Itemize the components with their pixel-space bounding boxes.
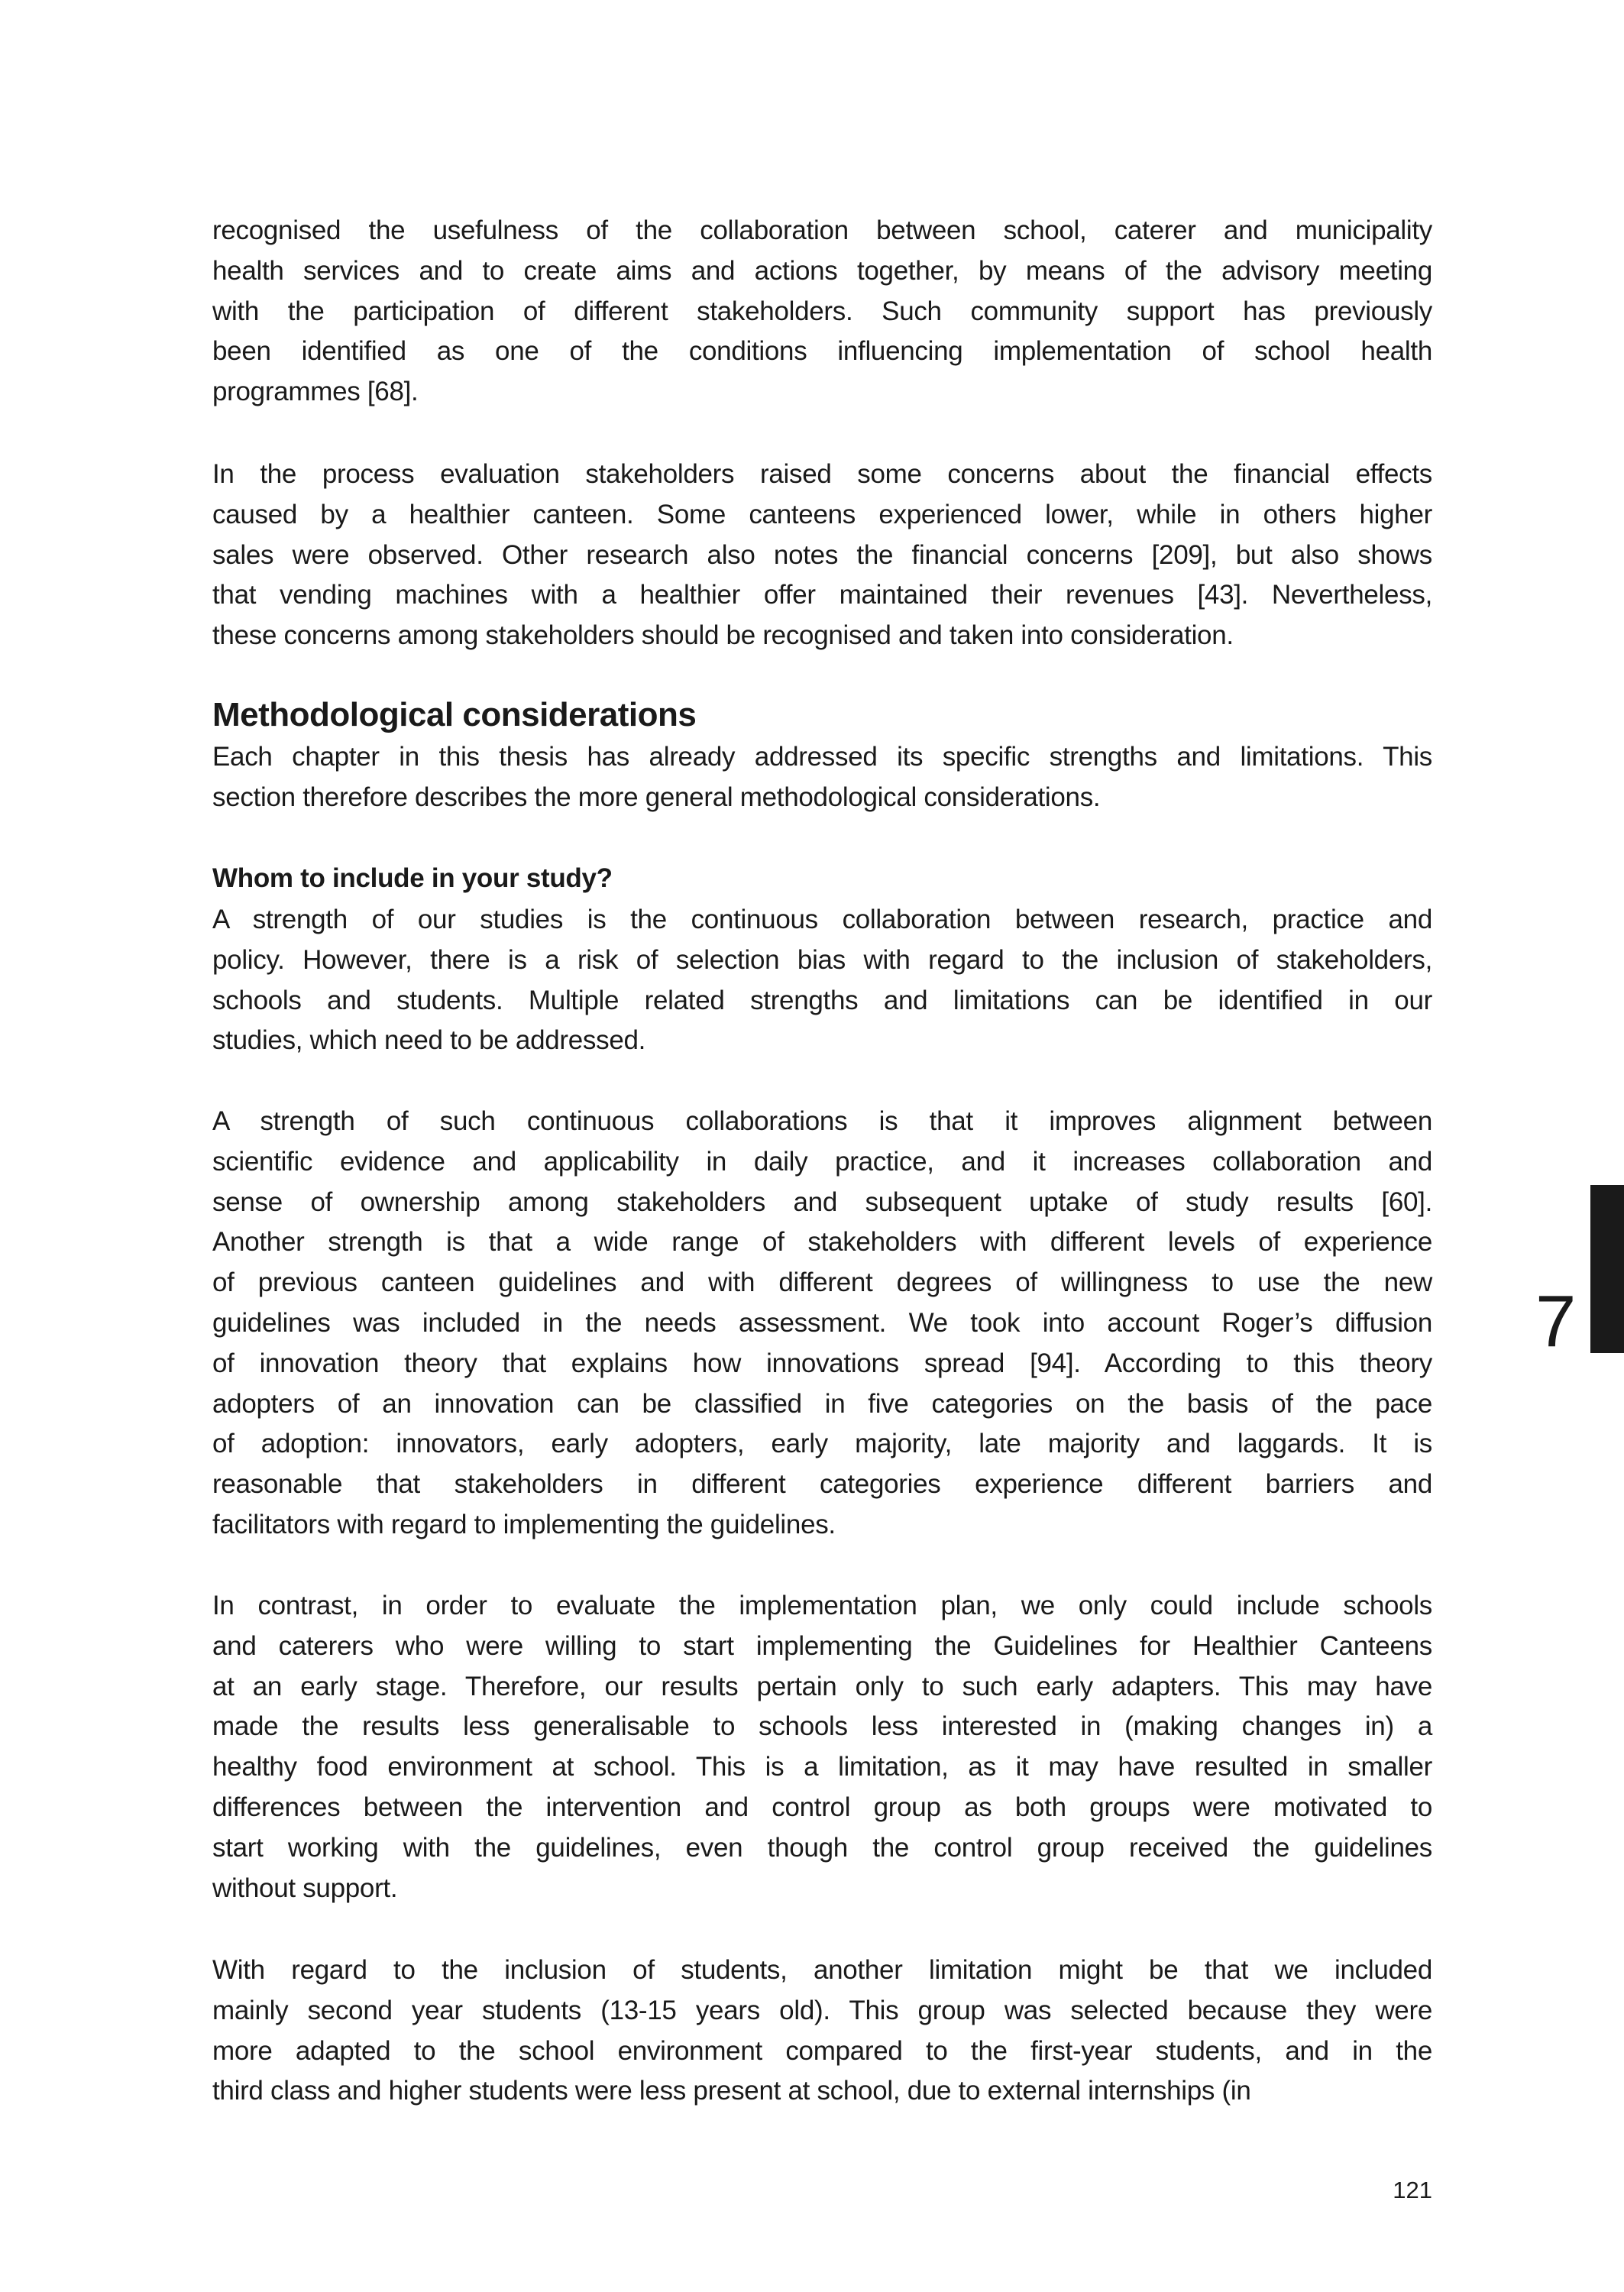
text-line: of adoption: innovators, early adopters, early majority, late majority and laggards. It is bbox=[212, 1429, 1432, 1459]
page-number: 121 bbox=[1393, 2177, 1432, 2203]
text-line: made the results less generalisable to schools less interested in (making changes in) a bbox=[212, 1711, 1432, 1742]
text-line: sense of ownership among stakeholders and subsequent uptake of study results [60]. bbox=[212, 1186, 1432, 1217]
paragraph-2 bbox=[212, 455, 1432, 656]
text-line: schools and students. Multiple related strengths and limitations can be identified in our bbox=[212, 985, 1432, 1015]
text-line: third class and higher students were less present at school, due to external internships (in bbox=[212, 2076, 1251, 2106]
text-line: A strength of such continuous collaborations is that it improves alignment between bbox=[212, 1106, 1432, 1136]
text-line: In contrast, in order to evaluate the implementation plan, we only could include schools bbox=[212, 1591, 1432, 1620]
text-line: reasonable that stakeholders in different categories experience different barriers and bbox=[212, 1469, 1432, 1500]
paragraph-3 bbox=[212, 737, 1432, 818]
paragraph-6 bbox=[212, 1586, 1432, 1908]
text-line: policy. However, there is a risk of selection bias with regard to the inclusion of stakeholders, bbox=[212, 944, 1432, 975]
text-line: studies, which need to be addressed. bbox=[212, 1025, 646, 1056]
text-line: adopters of an innovation can be classified in five categories on the basis of the pace bbox=[212, 1388, 1432, 1419]
paragraph-7 bbox=[212, 1950, 1432, 2112]
text-line: With regard to the inclusion of students, another limitation might be that we included bbox=[212, 1955, 1432, 1985]
text-line: A strength of our studies is the continuous collaboration between research, practice and bbox=[212, 905, 1432, 934]
text-line: been identified as one of the conditions influencing implementation of school health bbox=[212, 336, 1432, 367]
paragraph-4 bbox=[212, 900, 1432, 1061]
text-line: start working with the guidelines, even though the control group received the guidelines bbox=[212, 1832, 1432, 1863]
text-line: differences between the intervention and control group as both groups were motivated to bbox=[212, 1792, 1432, 1822]
chapter-tab-marker bbox=[1590, 1185, 1624, 1353]
text-line: recognised the usefulness of the collaboration between school, caterer and municipality bbox=[212, 215, 1432, 245]
chapter-number: 7 bbox=[1535, 1280, 1577, 1362]
text-line: at an early stage. Therefore, our results pertain only to such early adapters. This may have bbox=[212, 1671, 1432, 1701]
text-line: health services and to create aims and actions together, by means of the advisory meeting bbox=[212, 255, 1432, 286]
text-line: scientific evidence and applicability in daily practice, and it increases collaboration and bbox=[212, 1146, 1432, 1177]
text-line: more adapted to the school environment compared to the first-year students, and in the bbox=[212, 2035, 1432, 2066]
section-heading: Methodological considerations bbox=[212, 696, 697, 733]
text-line: of innovation theory that explains how innovations spread [94]. According to this theory bbox=[212, 1348, 1432, 1378]
text-line: Each chapter in this thesis has already addressed its specific strengths and limitations. This bbox=[212, 742, 1432, 772]
text-line: mainly second year students (13-15 years old). This group was selected because they were bbox=[212, 1995, 1432, 2025]
text-line: caused by a healthier canteen. Some canteens experienced lower, while in others higher bbox=[212, 499, 1432, 529]
text-line: without support. bbox=[212, 1873, 398, 1903]
text-line: In the process evaluation stakeholders raised some concerns about the financial effects bbox=[212, 459, 1432, 489]
subsection-heading: Whom to include in your study? bbox=[212, 863, 613, 893]
text-line: these concerns among stakeholders should be recognised and taken into consideration. bbox=[212, 620, 1234, 651]
text-line: of previous canteen guidelines and with different degrees of willingness to use the new bbox=[212, 1267, 1432, 1298]
text-line: and caterers who were willing to start implementing the Guidelines for Healthier Canteens bbox=[212, 1630, 1432, 1661]
text-line: sales were observed. Other research also notes the financial concerns [209], but also shows bbox=[212, 539, 1432, 570]
text-line: Another strength is that a wide range of stakeholders with different levels of experience bbox=[212, 1227, 1432, 1258]
paragraph-5 bbox=[212, 1102, 1432, 1546]
text-line: that vending machines with a healthier offer maintained their revenues [43]. Nevertheless, bbox=[212, 580, 1432, 610]
text-line: section therefore describes the more general methodological considerations. bbox=[212, 782, 1101, 812]
paragraph-1 bbox=[212, 211, 1432, 413]
text-line: healthy food environment at school. This is a limitation, as it may have resulted in smaller bbox=[212, 1752, 1432, 1782]
text-line: programmes [68]. bbox=[212, 377, 419, 407]
text-line: facilitators with regard to implementing the guidelines. bbox=[212, 1509, 836, 1539]
text-line: with the participation of different stakeholders. Such community support has previously bbox=[212, 296, 1432, 326]
text-line: guidelines was included in the needs assessment. We took into account Roger’s diffusion bbox=[212, 1307, 1432, 1338]
